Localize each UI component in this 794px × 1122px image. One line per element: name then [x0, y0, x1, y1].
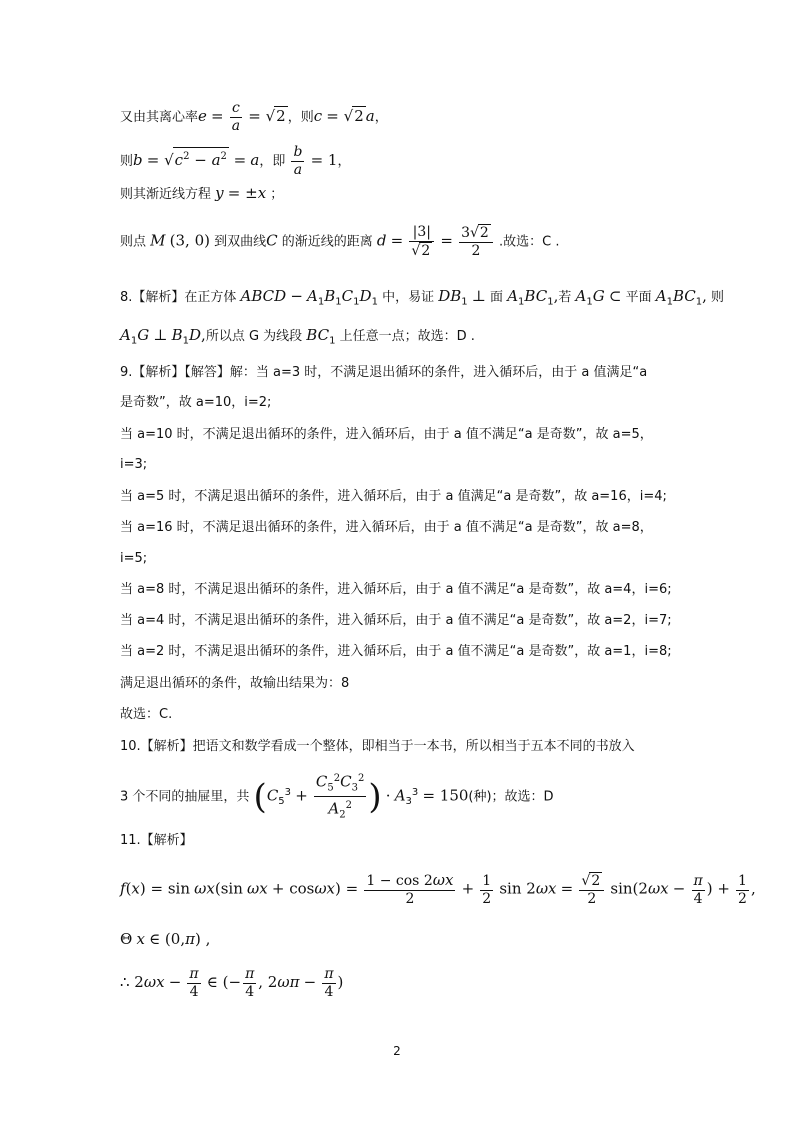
q9-line-2: 是奇数”，故 a=10，i=2;: [120, 395, 272, 410]
fraction-one-minus-cos: $\frac{1 - \cos 2\omega x}{2}$: [366, 871, 454, 907]
fraction-combination: $\frac{C_5^2C_3^2}{A_2^2}$: [314, 770, 366, 824]
fraction-b-over-a: $\frac{b}{a}$: [293, 144, 303, 178]
line-q8-2: $A_1G$ ⊥ $B_1D$,所以点 G 为线段 $BC_1$ 上任意一点；故选：D .: [120, 326, 475, 347]
fraction-pi-over-4-d: $\frac{\pi}{4}$: [324, 966, 334, 1000]
fraction-c-over-a: $\frac{c}{a}$: [231, 100, 241, 134]
q9-line-9: 当 a=4 时，不满足退出循环的条件，进入循环后，由于 a 值不满足“a 是奇数”，故 a=2，i=7;: [120, 613, 672, 628]
fraction-distance: $\frac{|3|}{√2}$: [409, 224, 434, 260]
fraction-root2-over-2: $\frac{√2}{2}$: [579, 872, 604, 908]
page-number: 2: [393, 1044, 401, 1058]
line-b-value: 则$b = √c^2 - a^2 = a$，即 $\frac{b}{a}$ = 1，: [120, 144, 351, 178]
q11-formula-fx: f(x) = sin ωx(sin ωx + cosωx) = $\frac{1 - \cos 2\omega x}{2}$ + $\frac{1}{2}$ sin 2ωx = $\frac{√2}{2}$ sin(2ωx − $\frac{\pi}{4}$ ) + $\frac{1}{2}$ ,: [120, 871, 756, 907]
q10-line-1: 10.【解析】把语文和数学看成一个整体，即相当于一本书，所以相当于五本不同的书放入: [120, 739, 635, 754]
line-q8-1: 8.【解析】在正方体 ABCD − $A_1B_1C_1D_1$ 中，易证 $DB_1$ ⊥ 面 $A_1BC_1$,若 $A_1G$ ⊂ 平面 $A_1BC_1$, 则: [120, 287, 725, 308]
fraction-distance-result: $\frac{3√2}{2}$: [459, 224, 493, 260]
line-distance: 则点 M (3, 0) 到双曲线C 的渐近线的距离 d = $\frac{|3|}{√2}$ = $\frac{3√2}{2}$ .故选：C .: [120, 224, 560, 259]
fraction-half: $\frac{1}{2}$: [482, 872, 492, 907]
q9-line-1: 9.【解析】【解答】解：当 a=3 时，不满足退出循环的条件，进入循环后，由于 a 值满足“a: [120, 365, 648, 380]
fraction-pi-over-4: $\frac{\pi}{4}$: [693, 872, 703, 907]
q9-line-10: 当 a=2 时，不满足退出循环的条件，进入循环后，由于 a 值不满足“a 是奇数”，故 a=1，i=8;: [120, 644, 672, 659]
q9-line-3: 当 a=10 时，不满足退出循环的条件，进入循环后，由于 a 值不满足“a 是奇数”，故 a=5，: [120, 427, 653, 442]
q9-line-11: 满足退出循环的条件，故输出结果为：8: [120, 676, 350, 691]
q9-line-4: i=3;: [120, 457, 148, 472]
line-eccentricity: 又由其离心率e = $\frac{c}{a}$ = √2 ，则c = √2 a，: [120, 100, 388, 134]
fraction-pi-over-4-c: $\frac{\pi}{4}$: [245, 966, 255, 1000]
q9-line-7: i=5;: [120, 551, 148, 566]
q11-heading: 11.【解析】: [120, 833, 193, 848]
q11-domain: Θ x ∈ (0,π) ,: [120, 930, 211, 948]
q9-line-5: 当 a=5 时，不满足退出循环的条件，进入循环后，由于 a 值满足“a 是奇数”，故 a=16，i=4;: [120, 489, 667, 504]
q9-line-12: 故选：C.: [120, 707, 173, 722]
q11-range: ∴ 2ωx − $\frac{\pi}{4}$ ∈ (− $\frac{\pi}{4}$ , 2ωπ − $\frac{\pi}{4}$ ): [120, 966, 344, 1000]
q9-line-8: 当 a=8 时，不满足退出循环的条件，进入循环后，由于 a 值不满足“a 是奇数”，故 a=4，i=6;: [120, 582, 672, 597]
fraction-half-2: $\frac{1}{2}$: [738, 872, 747, 907]
fraction-pi-over-4-b: $\frac{\pi}{4}$: [189, 966, 199, 1000]
q10-line-2: 3 个不同的抽屉里，共 ($C_5^3$ + $\frac{C_5^2C_3^2}{A_2^2}$ ) · $A_3^3 = 150$(种)；故选：D: [120, 770, 554, 824]
line-asymptote: 则其渐近线方程 y = ±x ；: [120, 184, 284, 202]
q9-line-6: 当 a=16 时，不满足退出循环的条件，进入循环后，由于 a 值不满足“a 是奇数”，故 a=8，: [120, 520, 653, 535]
